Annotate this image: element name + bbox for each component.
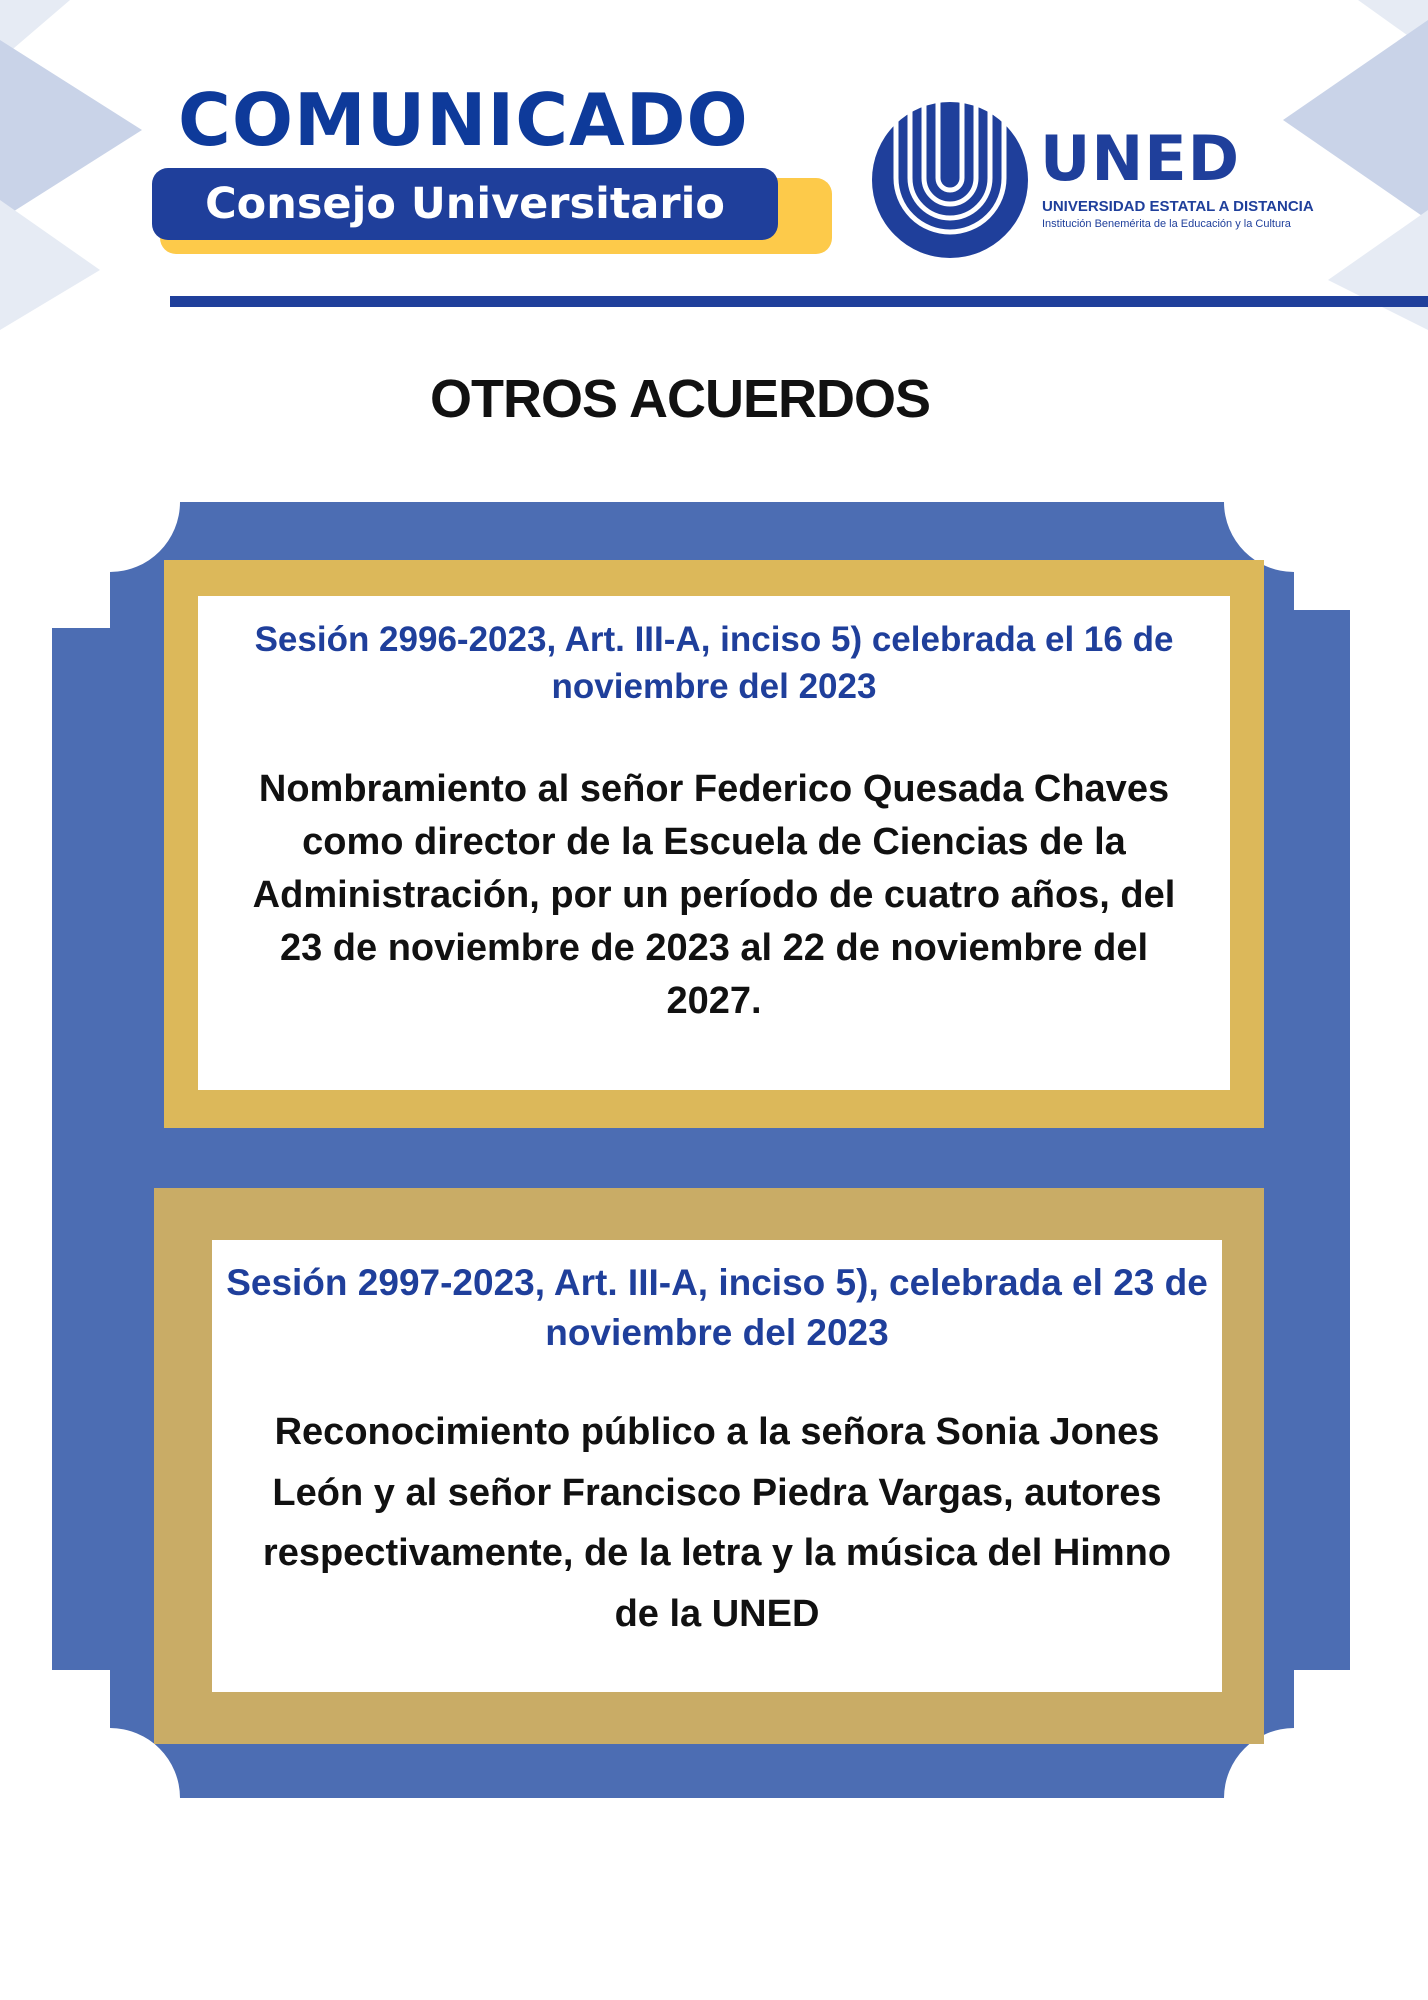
page-title: COMUNICADO <box>178 78 749 162</box>
section-title: OTROS ACUERDOS <box>429 369 931 429</box>
logo-name: UNED <box>1040 122 1241 195</box>
agreement-2-text: Reconocimiento público a la señora Sonia Jones León y al señor Francisco Piedra Vargas, autores respectivamente, de la letra y la música del Himno de la UNED <box>262 1410 1172 1636</box>
logo-tagline: Institución Benemérita de la Educación y la Cultura <box>1042 218 1291 230</box>
agreement-card-2-content <box>212 1240 1222 1692</box>
subtitle: Consejo Universitario <box>205 178 725 229</box>
agreement-card-1-content <box>198 596 1230 1090</box>
agreement-1-text: Nombramiento al señor Federico Quesada Chaves como director de la Escuela de Ciencias de la Administración, por un período de cuatro años, del 23 de noviembre de 2023 al 22 de noviembre del 2027. <box>252 767 1176 1023</box>
agreement-1-session: Sesión 2996-2023, Art. III-A, inciso 5) celebrada el 16 de noviembre del 2023 <box>254 620 1174 707</box>
logo-full-name: UNIVERSIDAD ESTATAL A DISTANCIA <box>1042 198 1314 215</box>
agreement-2-session: Sesión 2997-2023, Art. III-A, inciso 5), celebrada el 23 de noviembre del 2023 <box>226 1262 1208 1353</box>
